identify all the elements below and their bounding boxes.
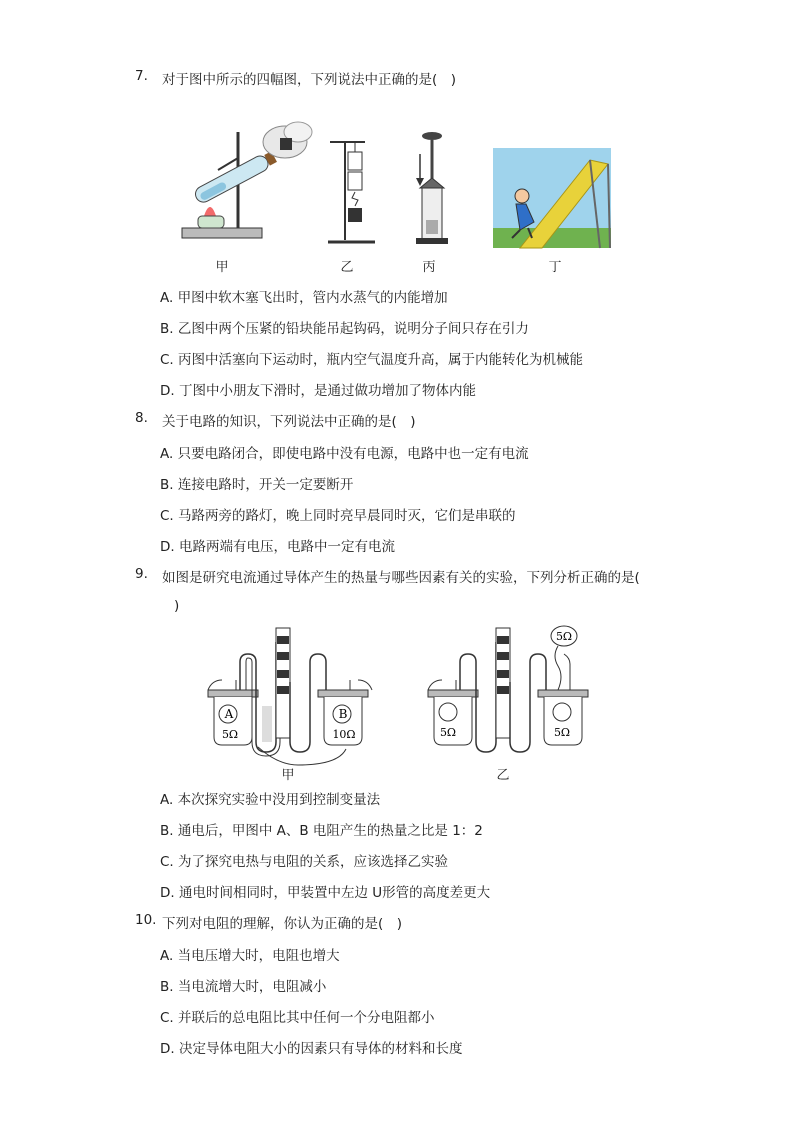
question-stem-line1: 如图是研究电流通过导体产生的热量与哪些因素有关的实验，下列分析正确的是( bbox=[162, 570, 640, 586]
q9-option-b: B. 通电后，甲图中 A、B 电阻产生的热量之比是 1：2 bbox=[160, 823, 483, 839]
figure-q9 bbox=[200, 622, 600, 770]
yi-resistor-top-value: 5Ω bbox=[555, 630, 573, 643]
resistor-a-label: A bbox=[224, 707, 234, 721]
caption-ding: 丁 bbox=[548, 260, 562, 275]
question-stem: 下列对电阻的理解，你认为正确的是( ) bbox=[162, 916, 403, 932]
caption-bing: 丙 bbox=[422, 260, 436, 275]
q7-option-a: A. 甲图中软木塞飞出时，管内水蒸气的内能增加 bbox=[160, 290, 448, 306]
figure-yi-lead-blocks bbox=[328, 142, 375, 242]
q10-option-d: D. 决定导体电阻大小的因素只有导体的材料和长度 bbox=[160, 1041, 463, 1057]
q10-option-b: B. 当电流增大时，电阻减小 bbox=[160, 979, 327, 995]
q10-option-c: C. 并联后的总电阻比其中任何一个分电阻都小 bbox=[160, 1010, 435, 1026]
resistor-a-value: 5Ω bbox=[221, 728, 239, 741]
figure-jia-test-tube bbox=[182, 122, 312, 238]
figure-bing-piston bbox=[416, 132, 448, 244]
q7-option-b: B. 乙图中两个压紧的铅块能吊起钩码，说明分子间只存在引力 bbox=[160, 321, 529, 337]
yi-resistor-right-value: 5Ω bbox=[553, 726, 571, 739]
figure-jia-apparatus bbox=[208, 628, 372, 765]
figure-ding-slide bbox=[493, 148, 611, 248]
question-stem: 关于电路的知识，下列说法中正确的是( ) bbox=[162, 414, 416, 430]
q9-option-d: D. 通电时间相同时，甲装置中左边 U形管的高度差更大 bbox=[160, 885, 491, 901]
caption-jia: 甲 bbox=[215, 260, 229, 275]
question-stem: 对于图中所示的四幅图，下列说法中正确的是( ) bbox=[162, 72, 457, 88]
caption-q9-yi: 乙 bbox=[496, 768, 510, 783]
question-number: 7. bbox=[135, 68, 148, 84]
q7-option-c: C. 丙图中活塞向下运动时，瓶内空气温度升高，属于内能转化为机械能 bbox=[160, 352, 584, 368]
q7-option-d: D. 丁图中小朋友下滑时，是通过做功增加了物体内能 bbox=[160, 383, 476, 399]
question-number: 9. bbox=[135, 566, 148, 582]
q8-option-c: C. 马路两旁的路灯，晚上同时亮早晨同时灭，它们是串联的 bbox=[160, 508, 516, 524]
resistor-b-value: 10Ω bbox=[332, 728, 356, 741]
yi-resistor-left-value: 5Ω bbox=[439, 726, 457, 739]
q9-option-a: A. 本次探究实验中没用到控制变量法 bbox=[160, 792, 381, 808]
q8-option-a: A. 只要电路闭合，即使电路中没有电源，电路中也一定有电流 bbox=[160, 446, 529, 462]
q8-option-d: D. 电路两端有电压，电路中一定有电流 bbox=[160, 539, 395, 555]
question-number: 8. bbox=[135, 410, 148, 426]
q8-option-b: B. 连接电路时，开关一定要断开 bbox=[160, 477, 354, 493]
q10-option-a: A. 当电压增大时，电阻也增大 bbox=[160, 948, 340, 964]
question-number: 10. bbox=[135, 912, 157, 928]
figure-q7 bbox=[170, 120, 630, 255]
resistor-b-label: B bbox=[338, 707, 348, 721]
caption-q9-jia: 甲 bbox=[281, 768, 295, 783]
caption-yi: 乙 bbox=[340, 260, 354, 275]
question-stem-line2: ) bbox=[174, 598, 180, 614]
q9-option-c: C. 为了探究电热与电阻的关系，应该选择乙实验 bbox=[160, 854, 449, 870]
